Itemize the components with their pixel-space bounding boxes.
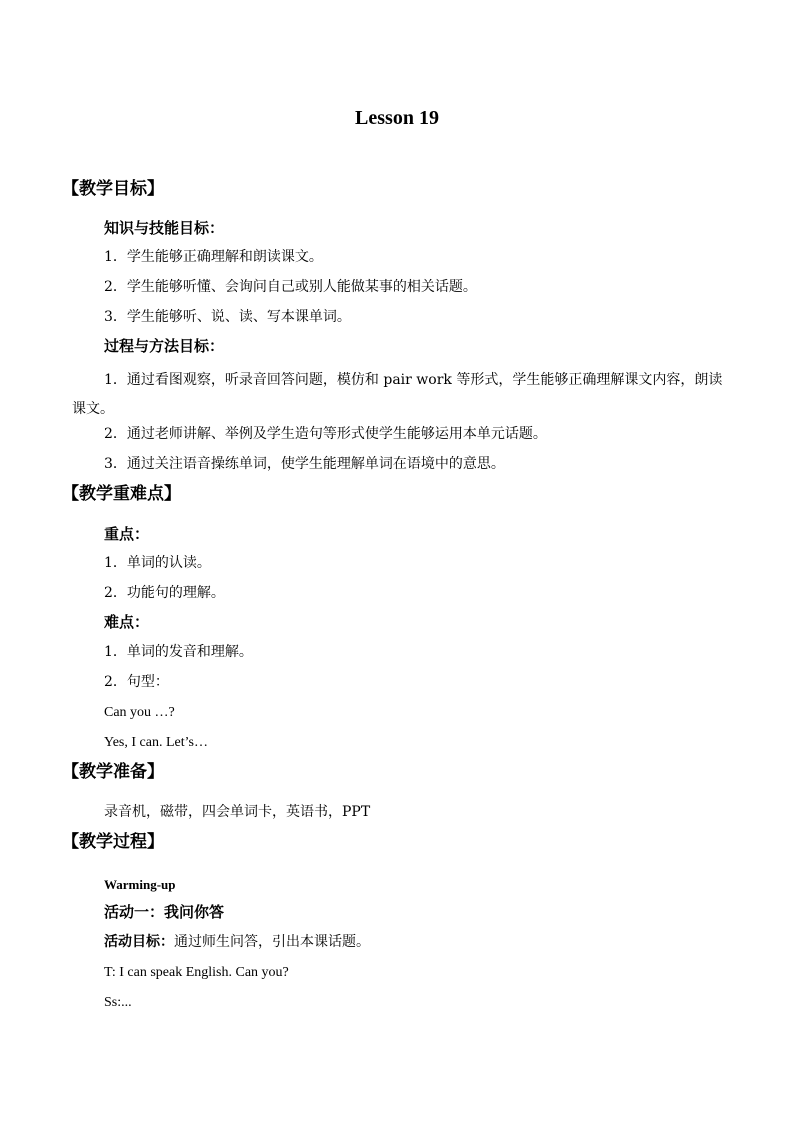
- section-heading-objectives: 【教学目标】: [62, 179, 164, 199]
- preparation-list: 录音机，磁带，四会单词卡，英语书，PPT: [104, 804, 371, 820]
- dialogue-line: Ss:...: [104, 995, 132, 1010]
- list-item: 1．单词的认读。: [104, 555, 211, 571]
- list-item: 2．句型：: [104, 674, 169, 690]
- list-item: 2．通过老师讲解、举例及学生造句等形式使学生能够运用本单元话题。: [104, 426, 547, 442]
- activity-goal-label: 活动目标：: [104, 934, 174, 950]
- list-item: 1．学生能够正确理解和朗读课文。: [104, 249, 323, 265]
- list-item: 1．单词的发音和理解。: [104, 644, 253, 660]
- page-title: Lesson 19: [355, 107, 439, 129]
- section-heading-key-points: 【教学重难点】: [62, 484, 181, 504]
- list-item-wrapped: 1．通过看图观察，听录音回答问题，模仿和 pair work 等形式，学生能够正确理解课文内容，朗读课文。: [72, 372, 723, 417]
- subheading-key: 重点：: [104, 525, 150, 543]
- subheading-process-method: 过程与方法目标：: [104, 337, 225, 355]
- stage-label: Warming-up: [104, 877, 176, 892]
- sentence-pattern: Can you …?: [104, 705, 175, 720]
- list-item: 3．学生能够听、说、读、写本课单词。: [104, 309, 351, 325]
- dialogue-line: T: I can speak English. Can you?: [104, 965, 289, 980]
- activity-goal: [104, 935, 370, 949]
- section-heading-preparation: 【教学准备】: [62, 762, 164, 782]
- activity-goal-text: 通过师生问答，引出本课话题。: [174, 934, 370, 950]
- list-item: 3．通过关注语音操练单词，使学生能理解单词在语境中的意思。: [104, 456, 505, 472]
- subheading-knowledge-skills: 知识与技能目标：: [104, 219, 225, 237]
- subheading-difficult: 难点：: [104, 613, 150, 631]
- list-item: 2．功能句的理解。: [104, 585, 225, 601]
- sentence-pattern: Yes, I can. Let’s…: [104, 735, 208, 750]
- list-item: 2．学生能够听懂、会询问自己或别人能做某事的相关话题。: [104, 279, 477, 295]
- activity-title: 活动一：我问你答: [104, 903, 225, 921]
- section-heading-process: 【教学过程】: [62, 832, 164, 852]
